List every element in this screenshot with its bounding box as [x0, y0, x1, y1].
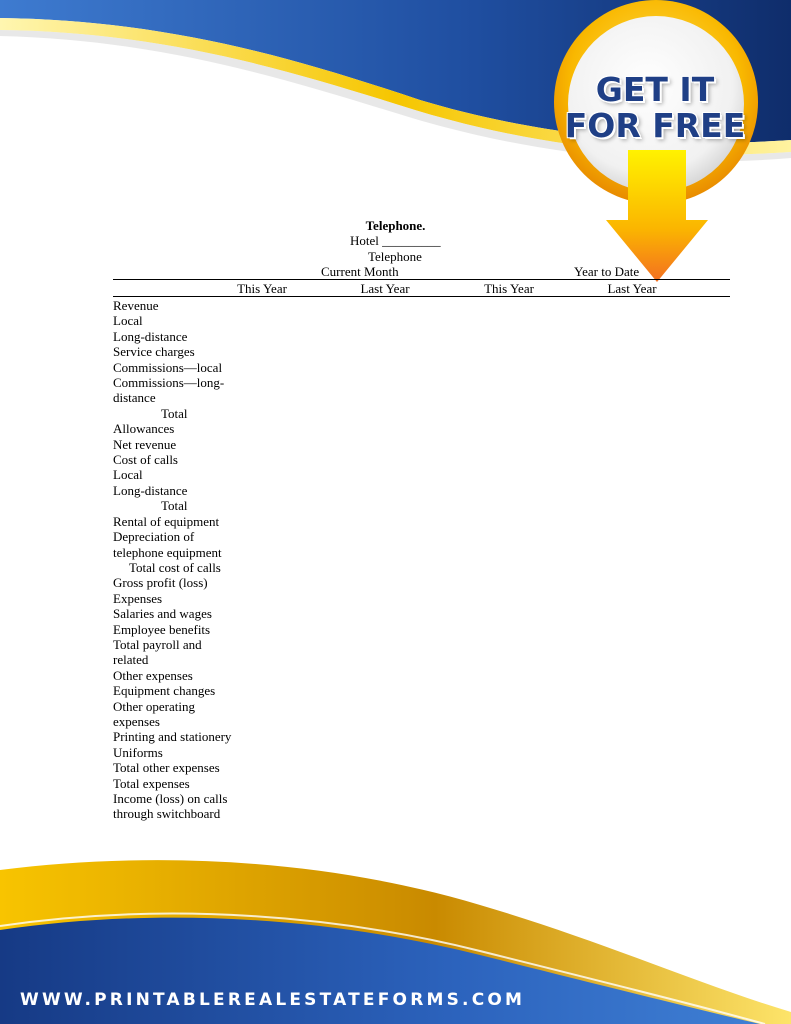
column-header: Last Year — [607, 281, 657, 296]
document-subtitle: Telephone — [368, 249, 422, 264]
row-label: Expenses — [113, 590, 163, 606]
row-label: Cost of calls — [113, 452, 178, 468]
row-label: Total other expenses — [113, 760, 220, 776]
row-label: Total — [161, 405, 188, 421]
row-label: Income (loss) on calls through switchboard — [113, 791, 228, 822]
row-label: Net revenue — [113, 436, 177, 452]
table-header-rule — [113, 296, 730, 297]
year-to-date-heading: Year to Date — [574, 264, 640, 279]
row-label: Equipment changes — [113, 683, 216, 699]
row-label: Salaries and wages — [113, 606, 212, 622]
row-label: Commissions—long-distance — [113, 375, 225, 406]
row-labels — [113, 298, 238, 822]
get-it-free-badge[interactable] — [560, 72, 750, 144]
badge-line-2: FOR FREE — [564, 106, 746, 145]
row-label: Employee benefits — [113, 621, 211, 637]
hotel-field-label: Hotel _________ — [350, 233, 441, 248]
row-label: Depreciation of telephone equipment — [113, 529, 222, 560]
row-label: Total expenses — [113, 775, 190, 791]
document-title: Telephone. — [365, 218, 426, 233]
row-label: Long-distance — [113, 328, 188, 344]
footer-website-link[interactable]: WWW.PRINTABLEREALESTATEFORMS.COM — [20, 990, 526, 1010]
row-label: Local — [113, 467, 143, 483]
column-header: This Year — [237, 281, 287, 296]
column-header: This Year — [484, 281, 534, 296]
row-label: Printing and stationery — [113, 729, 232, 745]
row-label: Long-distance — [113, 482, 188, 498]
row-label: Local — [113, 313, 143, 329]
row-label: Total — [161, 498, 188, 514]
badge-line-1: GET IT — [595, 70, 715, 109]
row-label: Other expenses — [113, 667, 193, 683]
current-month-heading: Current Month — [321, 264, 399, 279]
row-label: Total cost of calls — [129, 559, 221, 575]
row-label: Allowances — [113, 421, 175, 437]
row-label: Gross profit (loss) — [113, 575, 208, 591]
row-label: Service charges — [113, 344, 195, 360]
column-header: Last Year — [360, 281, 410, 296]
row-label: Rental of equipment — [113, 513, 220, 529]
row-label: Commissions—local — [113, 359, 223, 375]
row-label: Other operating expenses — [113, 698, 195, 729]
row-label: Revenue — [113, 298, 159, 313]
row-label: Total payroll and related — [113, 636, 202, 668]
table-top-rule — [113, 279, 730, 280]
row-label: Uniforms — [113, 744, 163, 760]
